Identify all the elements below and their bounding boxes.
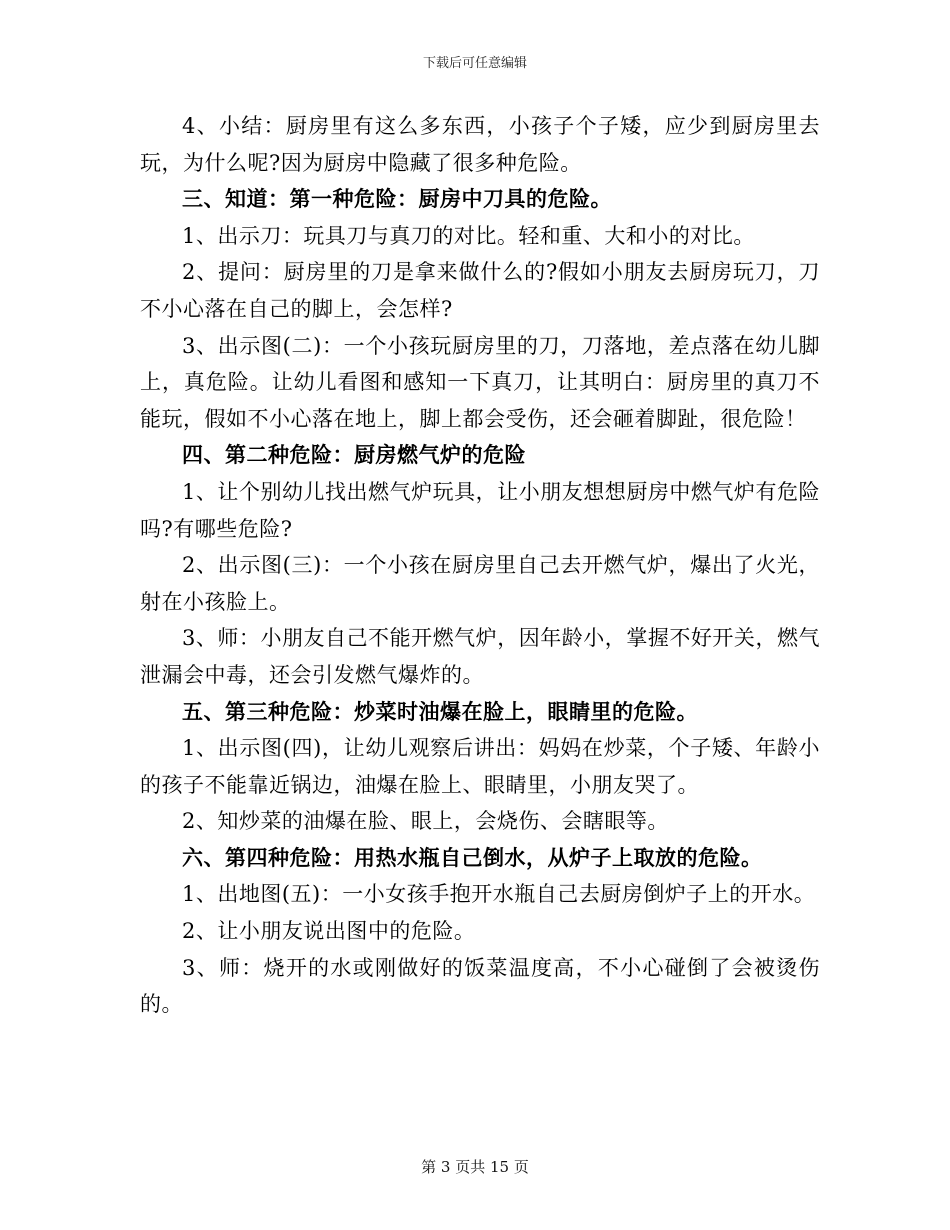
- paragraph-oil-1: 1、出示图(四)，让幼儿观察后讲出：妈妈在炒菜，个子矮、年龄小的孩子不能靠近锅边，油爆在脸上、眼睛里，小朋友哭了。: [140, 736, 820, 797]
- document-body: [140, 108, 820, 1023]
- paragraph-water-1: 1、出地图(五)：一小女孩手抱开水瓶自己去厨房倒炉子上的开水。: [182, 882, 816, 907]
- paragraph-water-2: 2、让小朋友说出图中的危险。: [182, 919, 476, 944]
- paragraph-knife-2: 2、提问：厨房里的刀是拿来做什么的?假如小朋友去厨房玩刀，刀不小心落在自己的脚上，会怎样?: [140, 260, 820, 321]
- section-heading-gas-stove: 四、第二种危险：厨房燃气炉的危险: [182, 442, 526, 468]
- page-header: 下载后可任意编辑: [422, 56, 527, 71]
- section-heading-knife-danger: 三、知道：第一种危险：厨房中刀具的危险。: [182, 186, 612, 212]
- paragraph-knife-3: 3、出示图(二)：一个小孩玩厨房里的刀，刀落地，差点落在幼儿脚上，真危险。让幼儿看图和感知一下真刀，让其明白：厨房里的真刀不能玩，假如不小心落在地上，脚上都会受伤，还会砸着脚趾，很危险！: [140, 333, 820, 431]
- paragraph-gas-2: 2、出示图(三)：一个小孩在厨房里自己去开燃气炉，爆出了火光，射在小孩脸上。: [140, 553, 820, 614]
- section-heading-oil-splash: 五、第三种危险：炒菜时油爆在脸上，眼睛里的危险。: [182, 698, 698, 724]
- paragraph-gas-3: 3、师：小朋友自己不能开燃气炉，因年龄小，掌握不好开关，燃气泄漏会中毒，还会引发燃气爆炸的。: [140, 626, 820, 687]
- section-heading-hot-water: 六、第四种危险：用热水瓶自己倒水，从炉子上取放的危险。: [182, 844, 763, 870]
- page-footer: 第 3 页共 15 页: [421, 1158, 529, 1176]
- paragraph-water-3: 3、师：烧开的水或刚做好的饭菜温度高，不小心碰倒了会被烫伤的。: [140, 955, 820, 1017]
- paragraph-gas-1: 1、让个别幼儿找出燃气炉玩具，让小朋友想想厨房中燃气炉有危险吗?有哪些危险?: [140, 479, 820, 541]
- paragraph-summary: 4、小结：厨房里有这么多东西，小孩子个子矮，应少到厨房里去玩，为什么呢?因为厨房中隐藏了很多种危险。: [140, 114, 820, 175]
- paragraph-knife-1: 1、出示刀：玩具刀与真刀的对比。轻和重、大和小的对比。: [182, 223, 755, 248]
- paragraph-oil-2: 2、知炒菜的油爆在脸、眼上，会烧伤、会瞎眼等。: [182, 809, 669, 834]
